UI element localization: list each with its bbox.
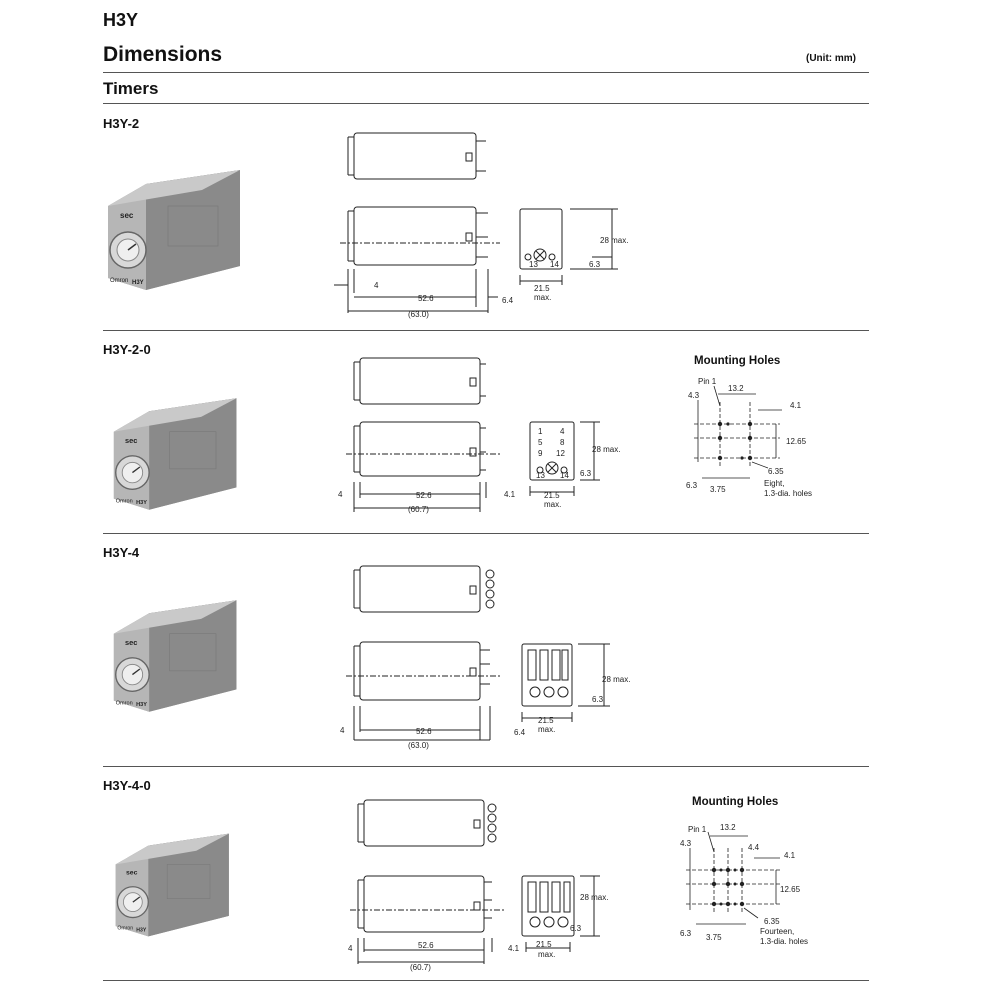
terminal-12: 12	[556, 449, 565, 458]
dim-offset: 6.3	[580, 469, 592, 478]
dim-total: (63.0)	[408, 741, 429, 750]
photo-dial-unit: sec	[125, 637, 138, 647]
product-photo-h3y-4-0	[114, 826, 234, 944]
mh-dim-bottom: 3.75	[710, 485, 726, 494]
model-name-h3y-2-0: H3Y-2-0	[103, 342, 151, 357]
mh-dim-right: 4.1	[784, 851, 796, 860]
mounting-holes-drawing-h3y-4-0	[676, 814, 846, 954]
section-separator-1	[103, 330, 869, 331]
dim-left: 4	[374, 281, 379, 290]
mh-dim-left: 4.3	[680, 839, 692, 848]
terminal-8: 8	[560, 438, 565, 447]
dim-total: (60.7)	[410, 963, 431, 972]
mounting-holes-title-1: Mounting Holes	[694, 355, 781, 367]
terminal-13: 13	[536, 471, 545, 480]
dim-width-note: max.	[534, 293, 552, 302]
photo-model-mark: H3Y	[136, 500, 147, 507]
mh-dim-left: 4.3	[688, 391, 700, 400]
unit-note: (Unit: mm)	[806, 53, 856, 64]
dim-left: 4	[348, 944, 353, 953]
photo-dial-unit: sec	[120, 211, 134, 220]
terminal-14: 14	[560, 471, 569, 480]
mh-dim-mid: 12.65	[780, 885, 801, 894]
dimension-drawing-h3y-2	[330, 125, 650, 325]
dim-offset: 6.3	[589, 260, 601, 269]
dim-width: 21.5	[534, 284, 550, 293]
photo-brand: Omron	[110, 278, 129, 284]
terminal-5: 5	[538, 438, 543, 447]
photo-model-mark: H3Y	[136, 702, 147, 709]
dim-offset: 6.3	[570, 924, 582, 933]
section-separator-4	[103, 980, 869, 981]
mounting-holes-drawing-h3y-2-0	[680, 372, 840, 504]
mh-dim-pitch: 6.35	[764, 917, 780, 926]
dim-left: 4	[338, 490, 343, 499]
terminal-9: 9	[538, 449, 543, 458]
dim-body: 52.6	[418, 941, 434, 950]
dimension-drawing-h3y-2-0	[330, 352, 650, 522]
page-title: Dimensions	[103, 43, 223, 66]
mh-dim-bottom-left: 6.3	[680, 929, 692, 938]
dim-width-note: max.	[538, 950, 556, 959]
photo-brand: Omron	[115, 700, 133, 707]
dim-body: 52.6	[418, 294, 434, 303]
photo-dial-unit: sec	[126, 869, 138, 877]
dim-width: 21.5	[538, 716, 554, 725]
dim-width-note: max.	[538, 725, 556, 734]
series-heading: H3Y	[103, 10, 139, 30]
mh-note-count: Fourteen,	[760, 927, 795, 936]
dim-height: 28 max.	[600, 236, 629, 245]
mh-pin1: Pin 1	[698, 377, 717, 386]
terminal-1: 1	[538, 427, 543, 436]
section-separator-3	[103, 766, 869, 767]
product-photo-h3y-4	[112, 594, 242, 718]
mh-dim-bottom: 3.75	[706, 933, 722, 942]
dim-height: 28 max.	[592, 445, 621, 454]
photo-dial-unit: sec	[125, 435, 138, 445]
dim-width: 21.5	[536, 940, 552, 949]
model-name-h3y-4: H3Y-4	[103, 545, 140, 560]
product-photo-h3y-2	[106, 166, 246, 294]
model-name-h3y-2: H3Y-2	[103, 116, 140, 131]
dimension-drawing-h3y-4-0	[330, 792, 650, 972]
terminal-4: 4	[560, 427, 565, 436]
mh-dim-right: 4.1	[790, 401, 802, 410]
mh-note-dia: 1.3-dia. holes	[760, 937, 809, 946]
section-divider	[103, 103, 869, 104]
photo-model-mark: H3Y	[136, 927, 147, 934]
dim-pin: 6.4	[514, 728, 526, 737]
mh-dim-top: 13.2	[728, 384, 744, 393]
mh-pin1: Pin 1	[688, 825, 707, 834]
product-photo-h3y-2-0	[112, 392, 242, 516]
mh-note-dia: 1.3-dia. holes	[764, 489, 813, 498]
photo-brand: Omron	[117, 925, 134, 932]
dim-height: 28 max.	[602, 675, 631, 684]
title-divider	[103, 72, 869, 73]
dim-total: (63.0)	[408, 310, 429, 319]
terminal-14: 14	[550, 260, 559, 269]
mh-dim-top2: 4.4	[748, 843, 760, 852]
section-heading: Timers	[103, 79, 159, 98]
dim-pin: 6.4	[502, 296, 514, 305]
mh-note-count: Eight,	[764, 479, 785, 488]
photo-model-mark: H3Y	[132, 280, 144, 286]
dim-left: 4	[340, 726, 345, 735]
dim-pin: 4.1	[508, 944, 520, 953]
mounting-holes-title-2: Mounting Holes	[692, 796, 779, 808]
dim-pin: 4.1	[504, 490, 516, 499]
dim-width-note: max.	[544, 500, 562, 509]
dim-total: (60.7)	[408, 505, 429, 514]
mh-dim-top: 13.2	[720, 823, 736, 832]
section-separator-2	[103, 533, 869, 534]
dim-width: 21.5	[544, 491, 560, 500]
terminal-13: 13	[529, 260, 538, 269]
photo-brand: Omron	[115, 498, 133, 505]
dimension-drawing-h3y-4	[330, 560, 650, 750]
mh-dim-mid: 12.65	[786, 437, 807, 446]
dim-body: 52.6	[416, 727, 432, 736]
dim-height: 28 max.	[580, 893, 609, 902]
mh-dim-pitch: 6.35	[768, 467, 784, 476]
dim-offset: 6.3	[592, 695, 604, 704]
mh-dim-bottom-left: 6.3	[686, 481, 698, 490]
dim-body: 52.6	[416, 491, 432, 500]
model-name-h3y-4-0: H3Y-4-0	[103, 778, 151, 793]
